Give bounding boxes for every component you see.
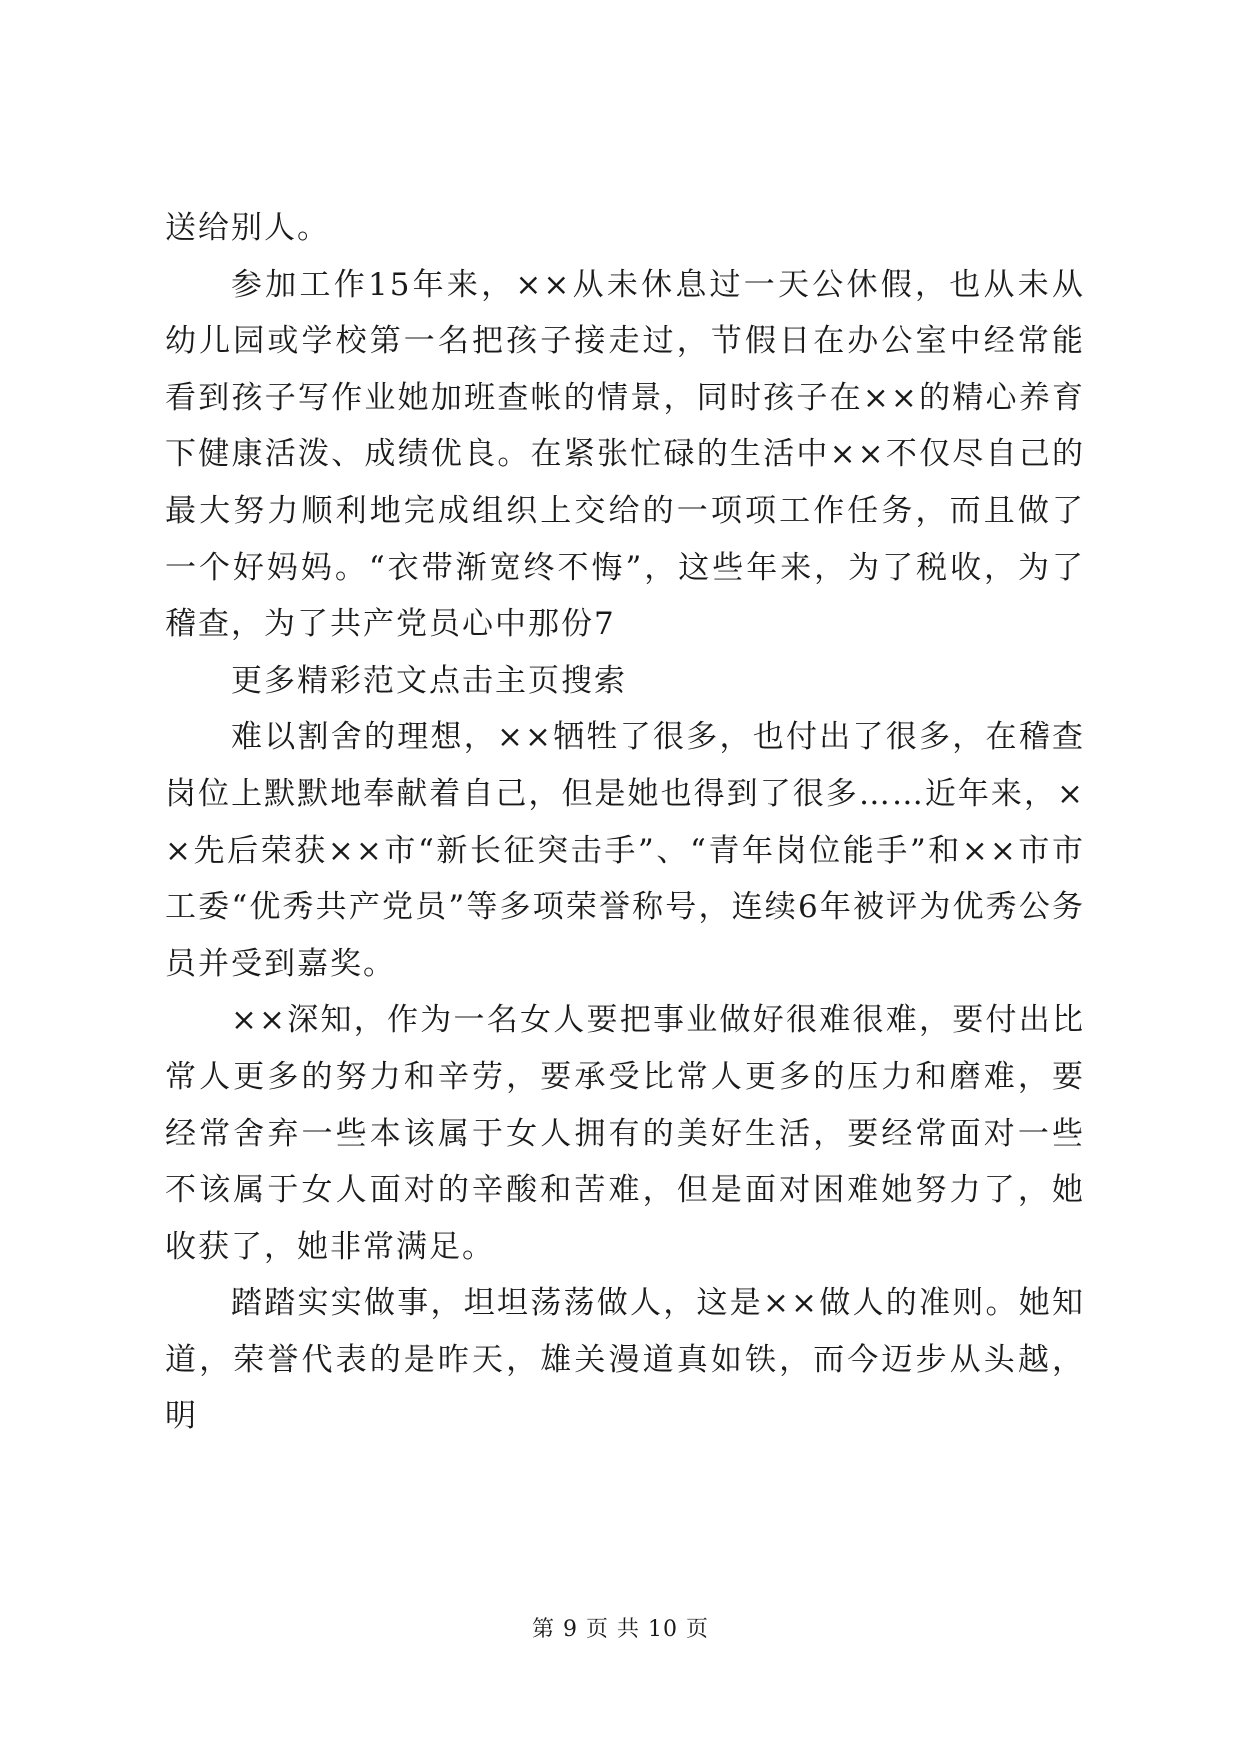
paragraph-2: 参加工作15年来，××从未休息过一天公休假，也从未从幼儿园或学校第一名把孩子接走过，节假日在办公室中经常能看到孩子写作业她加班查帐的情景，同时孩子在××的精心养育下健康活泼、成绩优良。在紧张忙碌的生活中××不仅尽自己的最大努力顺利地完成组织上交给的一项项工作任务，而且做了一个好妈妈。“衣带渐宽终不悔”，这些年来，为了税收，为了稽查，为了共产党员心中那份7 [165,266,1085,643]
paragraph-6: 踏踏实实做事，坦坦荡荡做人，这是××做人的准则。她知道，荣誉代表的是昨天，雄关漫道真如铁，而今迈步从头越，明 [165,1285,1085,1435]
paragraph-3: 更多精彩范文点击主页搜索 [231,662,627,699]
document-body [165,200,1085,1445]
paragraph-1: 送给别人。 [165,210,330,246]
paragraph-5: ××深知，作为一名女人要把事业做好很难很难，要付出比常人更多的努力和辛劳，要承受比常人更多的压力和磨难，要经常舍弃一些本该属于女人拥有的美好生活，要经常面对一些不该属于女人面对的辛酸和苦难，但是面对困难她努力了，她收获了，她非常满足。 [165,1002,1085,1265]
page-footer: 第 9 页 共 10 页 [532,1617,709,1642]
paragraph-4: 难以割舍的理想，××牺牲了很多，也付出了很多，在稽查岗位上默默地奉献着自己，但是她也得到了很多……近年来，××先后荣获××市“新长征突击手”、“青年岗位能手”和××市市工委“优秀共产党员”等多项荣誉称号，连续6年被评为优秀公务员并受到嘉奖。 [165,719,1085,982]
